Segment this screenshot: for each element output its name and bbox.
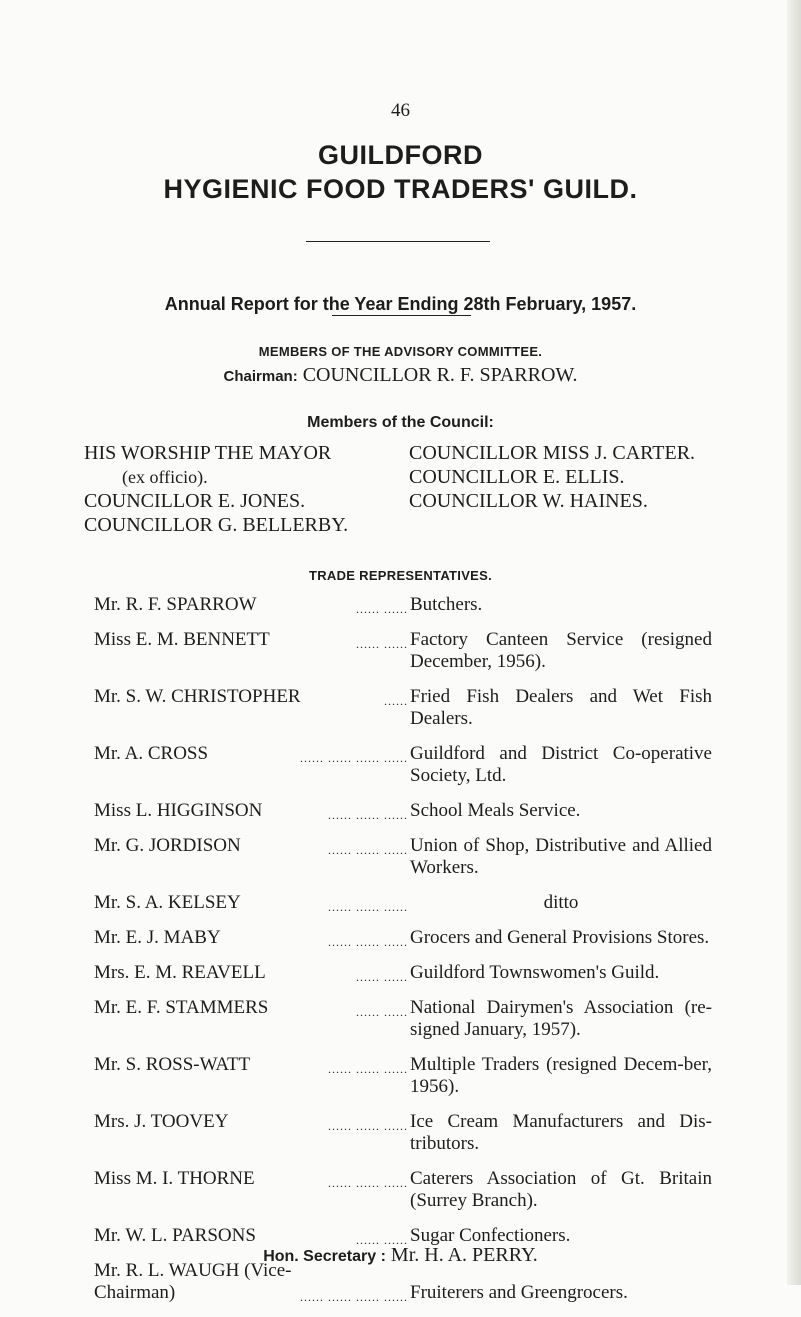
council-member: COUNCILLOR W. HAINES. — [409, 490, 648, 512]
document-title-line-1: GUILDFORD — [318, 140, 483, 170]
representative-trade: Guildford and District Co-operative Society, Ltd. — [410, 743, 712, 786]
leader-dots: ...... ...... ...... — [328, 1062, 408, 1076]
leader-dots: ...... ...... ...... ...... — [300, 1290, 408, 1304]
representative-trade: Sugar Confectioners. — [410, 1225, 571, 1246]
representative-row — [0, 1111, 801, 1155]
leader-dots: ...... ...... ...... — [328, 808, 408, 822]
divider-rule-top — [306, 241, 490, 242]
representative-name: Miss L. HIGGINSON — [94, 800, 263, 821]
leader-dots: ...... — [384, 694, 408, 708]
representative-trade: Caterers Association of Gt. Britain (Surrey Branch). — [410, 1168, 712, 1211]
representative-name: Mr. S. ROSS-WATT — [94, 1054, 251, 1075]
chairman-name: COUNCILLOR R. F. SPARROW. — [302, 364, 578, 386]
leader-dots: ...... ...... — [356, 970, 408, 984]
council-member-note: (ex officio). — [122, 467, 208, 487]
council-members-heading: Members of the Council: — [307, 414, 494, 431]
leader-dots: ...... ...... — [356, 602, 408, 616]
representative-row — [0, 594, 801, 616]
representative-row — [0, 800, 801, 822]
representative-trade: Multiple Traders (resigned Decem-ber, 1956). — [410, 1054, 712, 1097]
representative-trade: ditto — [543, 892, 579, 913]
trade-representatives-list — [0, 594, 801, 1317]
representative-row — [0, 629, 801, 673]
leader-dots: ...... ...... ...... ...... — [300, 751, 408, 765]
representative-name: Mrs. J. TOOVEY — [94, 1111, 229, 1132]
leader-dots: ...... ...... ...... — [328, 900, 408, 914]
representative-trade: Butchers. — [410, 594, 483, 615]
representative-name: Mr. S. W. CHRISTOPHER — [94, 686, 301, 707]
representative-row — [0, 835, 801, 879]
representative-trade: School Meals Service. — [410, 800, 581, 821]
representative-trade: Factory Canteen Service (resigned December, 1956). — [410, 629, 712, 672]
representative-name: Mr. R. L. WAUGH (Vice- Chairman) — [94, 1260, 292, 1303]
representative-name: Miss E. M. BENNETT — [94, 629, 270, 650]
secretary-line — [0, 1244, 801, 1267]
representative-row — [0, 927, 801, 949]
representative-row — [0, 892, 801, 914]
representative-row — [0, 743, 801, 787]
leader-dots: ...... ...... ...... — [328, 1119, 408, 1133]
council-members-right — [409, 441, 695, 513]
trade-representatives-heading: TRADE REPRESENTATIVES. — [308, 568, 493, 583]
leader-dots: ...... ...... ...... — [328, 935, 408, 949]
document-title-line-2: HYGIENIC FOOD TRADERS' GUILD. — [163, 174, 638, 204]
leader-dots: ...... ...... ...... — [328, 1176, 408, 1190]
representative-name: Mr. R. F. SPARROW — [94, 594, 257, 615]
representative-trade: Guildford Townswomen's Guild. — [410, 962, 660, 983]
representative-name: Mr. A. CROSS — [94, 743, 209, 764]
chairman-line — [0, 364, 801, 387]
representative-name: Mr. E. F. STAMMERS — [94, 997, 269, 1018]
representative-name: Mrs. E. M. REAVELL — [94, 962, 266, 983]
representative-row — [0, 962, 801, 984]
chairman-label: Chairman: — [223, 368, 298, 385]
representative-name: Mr. W. L. PARSONS — [94, 1225, 256, 1246]
representative-name: Mr. E. J. MABY — [94, 927, 221, 948]
representative-trade: Fruiterers and Greengrocers. — [410, 1282, 628, 1303]
representative-row — [0, 1054, 801, 1098]
representative-trade: Union of Shop, Distributive and Allied Workers. — [410, 835, 712, 878]
leader-dots: ...... ...... — [356, 1233, 408, 1247]
council-member: COUNCILLOR E. ELLIS. — [409, 466, 625, 488]
council-members-left — [84, 441, 348, 537]
advisory-committee-heading: MEMBERS OF THE ADVISORY COMMITTEE. — [258, 344, 543, 359]
leader-dots: ...... ...... — [356, 1005, 408, 1019]
council-member: COUNCILLOR G. BELLERBY. — [84, 514, 349, 536]
council-member: COUNCILLOR E. JONES. — [84, 490, 306, 512]
representative-name: Mr. S. A. KELSEY — [94, 892, 241, 913]
representative-trade: Ice Cream Manufacturers and Dis-tributors. — [410, 1111, 712, 1154]
representative-trade: National Dairymen's Association (re-signed January, 1957). — [410, 997, 712, 1040]
representative-row — [0, 1168, 801, 1212]
page-number: 46 — [391, 100, 410, 121]
leader-dots: ...... ...... — [356, 637, 408, 651]
divider-rule-bottom — [332, 315, 471, 316]
representative-trade: Fried Fish Dealers and Wet Fish Dealers. — [410, 686, 712, 729]
leader-dots: ...... ...... ...... — [328, 843, 408, 857]
secretary-name: Mr. H. A. PERRY. — [390, 1244, 538, 1266]
representative-row — [0, 997, 801, 1041]
representative-row — [0, 686, 801, 730]
report-heading: Annual Report for the Year Ending 28th February, 1957. — [164, 294, 637, 314]
secretary-label: Hon. Secretary : — [263, 1248, 386, 1265]
council-member: COUNCILLOR MISS J. CARTER. — [409, 442, 696, 464]
representative-name: Mr. G. JORDISON — [94, 835, 241, 856]
representative-name: Miss M. I. THORNE — [94, 1168, 255, 1189]
council-member: HIS WORSHIP THE MAYOR — [84, 442, 332, 464]
representative-trade: Grocers and General Provisions Stores. — [410, 927, 710, 948]
